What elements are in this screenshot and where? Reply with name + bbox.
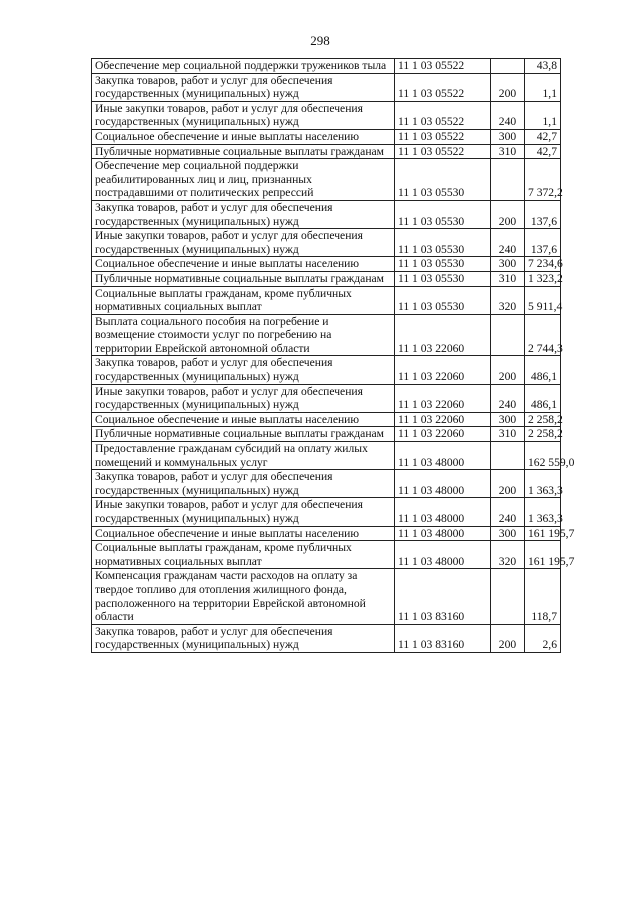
row-expense-type: 240 — [491, 498, 525, 526]
row-expense-type: 200 — [491, 356, 525, 384]
row-name: Социальные выплаты гражданам, кроме публичных нормативных социальных выплат — [92, 541, 395, 569]
row-code: 11 1 03 05522 — [395, 59, 491, 74]
row-amount: 1 323,2 — [525, 271, 561, 286]
row-amount: 2,6 — [525, 624, 561, 652]
row-name: Иные закупки товаров, работ и услуг для обеспечения государственных (муниципальных) нужд — [92, 101, 395, 129]
table-row — [92, 73, 561, 101]
table-row — [92, 229, 561, 257]
row-code: 11 1 03 83160 — [395, 569, 491, 624]
row-code: 11 1 03 05522 — [395, 144, 491, 159]
row-amount: 2 258,2 — [525, 427, 561, 442]
row-expense-type: 320 — [491, 286, 525, 314]
table-row — [92, 498, 561, 526]
row-code: 11 1 03 48000 — [395, 470, 491, 498]
table-row — [92, 541, 561, 569]
row-name: Компенсация гражданам части расходов на оплату за твердое топливо для отопления жилищного фонда, расположенного на территории Еврейской автономной области — [92, 569, 395, 624]
row-code: 11 1 03 22060 — [395, 314, 491, 356]
row-expense-type — [491, 442, 525, 470]
table-row — [92, 412, 561, 427]
row-name: Выплата социального пособия на погребение и возмещение стоимости услуг по погребению на территории Еврейской автономной области — [92, 314, 395, 356]
row-name: Иные закупки товаров, работ и услуг для обеспечения государственных (муниципальных) нужд — [92, 229, 395, 257]
row-expense-type — [491, 159, 525, 201]
row-code: 11 1 03 48000 — [395, 442, 491, 470]
table-row — [92, 314, 561, 356]
row-amount: 1 363,3 — [525, 470, 561, 498]
row-amount: 7 372,2 — [525, 159, 561, 201]
row-name: Предоставление гражданам субсидий на оплату жилых помещений и коммунальных услуг — [92, 442, 395, 470]
row-expense-type: 240 — [491, 101, 525, 129]
row-amount: 486,1 — [525, 384, 561, 412]
row-amount: 161 195,7 — [525, 541, 561, 569]
row-code: 11 1 03 05530 — [395, 286, 491, 314]
row-code: 11 1 03 48000 — [395, 498, 491, 526]
row-expense-type — [491, 59, 525, 74]
table-row — [92, 200, 561, 228]
row-name: Публичные нормативные социальные выплаты гражданам — [92, 271, 395, 286]
table-row — [92, 129, 561, 144]
row-expense-type: 300 — [491, 129, 525, 144]
page-number: 298 — [310, 33, 330, 48]
row-expense-type: 310 — [491, 144, 525, 159]
row-amount: 42,7 — [525, 129, 561, 144]
row-name: Закупка товаров, работ и услуг для обеспечения государственных (муниципальных) нужд — [92, 73, 395, 101]
row-name: Иные закупки товаров, работ и услуг для обеспечения государственных (муниципальных) нужд — [92, 498, 395, 526]
row-expense-type: 310 — [491, 271, 525, 286]
table-row — [92, 257, 561, 272]
row-code: 11 1 03 48000 — [395, 526, 491, 541]
table-row — [92, 59, 561, 74]
table-row — [92, 470, 561, 498]
row-expense-type: 320 — [491, 541, 525, 569]
row-amount: 2 744,3 — [525, 314, 561, 356]
row-name: Социальное обеспечение и иные выплаты населению — [92, 129, 395, 144]
row-name: Социальное обеспечение и иные выплаты населению — [92, 412, 395, 427]
row-amount: 118,7 — [525, 569, 561, 624]
table-row — [92, 442, 561, 470]
row-code: 11 1 03 22060 — [395, 427, 491, 442]
row-code: 11 1 03 05530 — [395, 257, 491, 272]
row-expense-type: 310 — [491, 427, 525, 442]
row-code: 11 1 03 22060 — [395, 412, 491, 427]
row-name: Публичные нормативные социальные выплаты гражданам — [92, 144, 395, 159]
row-expense-type: 200 — [491, 624, 525, 652]
row-code: 11 1 03 22060 — [395, 356, 491, 384]
budget-table-body — [92, 59, 575, 653]
row-amount: 137,6 — [525, 200, 561, 228]
row-amount: 1,1 — [525, 73, 561, 101]
row-amount: 162 559,0 — [525, 442, 561, 470]
row-amount: 7 234,6 — [525, 257, 561, 272]
row-amount: 2 258,2 — [525, 412, 561, 427]
row-expense-type: 300 — [491, 526, 525, 541]
row-name: Социальное обеспечение и иные выплаты населению — [92, 257, 395, 272]
row-name: Иные закупки товаров, работ и услуг для обеспечения государственных (муниципальных) нужд — [92, 384, 395, 412]
table-row — [92, 569, 561, 624]
row-amount: 1 363,3 — [525, 498, 561, 526]
row-amount: 1,1 — [525, 101, 561, 129]
row-expense-type: 200 — [491, 73, 525, 101]
table-row — [92, 624, 561, 652]
row-code: 11 1 03 05522 — [395, 129, 491, 144]
row-expense-type: 200 — [491, 200, 525, 228]
row-name: Обеспечение мер социальной поддержки тружеников тыла — [92, 59, 395, 74]
row-amount: 42,7 — [525, 144, 561, 159]
row-name: Обеспечение мер социальной поддержки реабилитированных лиц и лиц, признанных пострадавшими от политических репрессий — [92, 159, 395, 201]
row-expense-type: 300 — [491, 412, 525, 427]
row-expense-type — [491, 314, 525, 356]
row-expense-type: 240 — [491, 384, 525, 412]
table-row — [92, 526, 561, 541]
row-amount: 486,1 — [525, 356, 561, 384]
table-row — [92, 144, 561, 159]
row-amount: 161 195,7 — [525, 526, 561, 541]
row-name: Социальное обеспечение и иные выплаты населению — [92, 526, 395, 541]
row-expense-type: 240 — [491, 229, 525, 257]
row-code: 11 1 03 83160 — [395, 624, 491, 652]
row-name: Закупка товаров, работ и услуг для обеспечения государственных (муниципальных) нужд — [92, 470, 395, 498]
row-amount: 43,8 — [525, 59, 561, 74]
table-row — [92, 159, 561, 201]
table-row — [92, 101, 561, 129]
row-expense-type — [491, 569, 525, 624]
row-code: 11 1 03 22060 — [395, 384, 491, 412]
row-expense-type: 200 — [491, 470, 525, 498]
row-amount: 137,6 — [525, 229, 561, 257]
row-code: 11 1 03 05522 — [395, 101, 491, 129]
row-code: 11 1 03 48000 — [395, 541, 491, 569]
row-name: Социальные выплаты гражданам, кроме публичных нормативных социальных выплат — [92, 286, 395, 314]
table-row — [92, 384, 561, 412]
row-name: Закупка товаров, работ и услуг для обеспечения государственных (муниципальных) нужд — [92, 356, 395, 384]
row-code: 11 1 03 05530 — [395, 159, 491, 201]
row-name: Закупка товаров, работ и услуг для обеспечения государственных (муниципальных) нужд — [92, 200, 395, 228]
row-code: 11 1 03 05530 — [395, 229, 491, 257]
row-code: 11 1 03 05530 — [395, 271, 491, 286]
table-row — [92, 271, 561, 286]
row-name: Закупка товаров, работ и услуг для обеспечения государственных (муниципальных) нужд — [92, 624, 395, 652]
row-code: 11 1 03 05522 — [395, 73, 491, 101]
budget-table — [91, 58, 575, 653]
row-code: 11 1 03 05530 — [395, 200, 491, 228]
table-row — [92, 427, 561, 442]
table-row — [92, 286, 561, 314]
row-name: Публичные нормативные социальные выплаты гражданам — [92, 427, 395, 442]
table-row — [92, 356, 561, 384]
row-expense-type: 300 — [491, 257, 525, 272]
row-amount: 5 911,4 — [525, 286, 561, 314]
